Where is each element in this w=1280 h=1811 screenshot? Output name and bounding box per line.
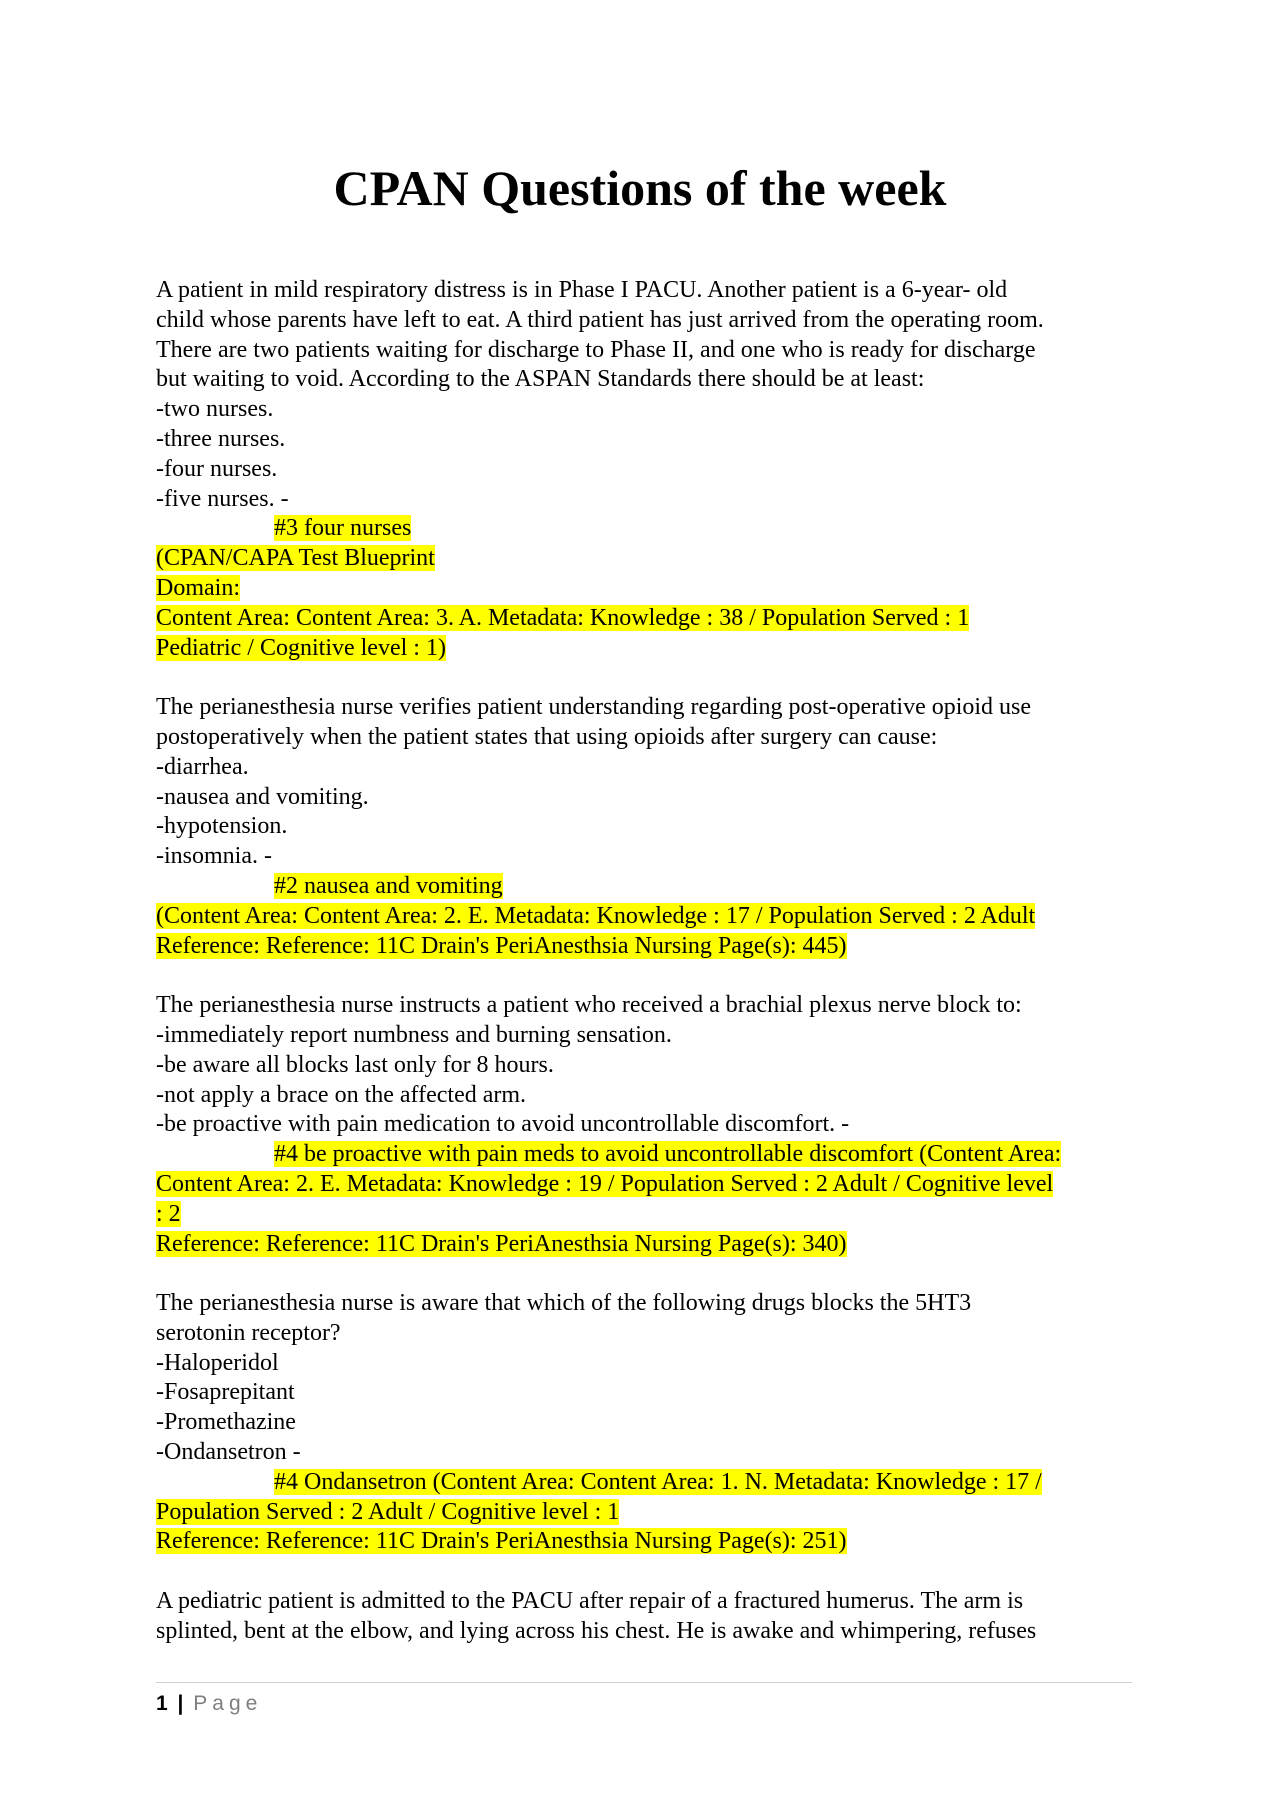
question-line: -not apply a brace on the affected arm. [156, 1081, 527, 1108]
answer-key: #4 Ondansetron (Content Area: Content Area: 1. N. Metadata: Knowledge : 17 / [274, 1468, 1042, 1495]
page-footer [156, 1690, 262, 1718]
answer-line [156, 1498, 1136, 1528]
answer-line [156, 1230, 1136, 1260]
answer-line [156, 634, 1136, 664]
question-line: -Haloperidol [156, 1349, 279, 1376]
question-text: A patient in mild respiratory distress is in Phase I PACU. Another patient is a 6-year- old [156, 277, 1008, 303]
question-line: child whose parents have left to eat. A third patient has just arrived from the operating room. [156, 306, 1044, 333]
answer-metadata: Reference: Reference: 11C Drain's PeriAnesthsia Nursing Page(s): 340) [156, 1230, 847, 1257]
answer-metadata: Content Area: Content Area: 3. A. Metadata: Knowledge : 38 / Population Served : 1 [156, 604, 970, 631]
question-line: -five nurses. - [156, 485, 289, 512]
question-block [156, 693, 1136, 961]
question-line: -Fosaprepitant [156, 1379, 295, 1406]
answer-line [156, 514, 1136, 544]
answer-line [156, 902, 1136, 932]
question-line: -insomnia. - [156, 843, 272, 870]
answer-line [156, 574, 1136, 604]
answer-key: #2 nausea and vomiting [274, 872, 503, 899]
question-line: -nausea and vomiting. [156, 783, 369, 810]
question-line: -immediately report numbness and burning sensation. [156, 1021, 672, 1048]
question-line: -two nurses. [156, 396, 274, 423]
page-number: 1 [156, 1692, 168, 1715]
question-line: There are two patients waiting for discharge to Phase II, and one who is ready for discharge [156, 336, 1036, 363]
question-line: -four nurses. [156, 455, 278, 482]
question-line: -hypotension. [156, 813, 288, 840]
answer-metadata: Population Served : 2 Adult / Cognitive level : 1 [156, 1498, 620, 1525]
question-line: splinted, bent at the elbow, and lying across his chest. He is awake and whimpering, refuses [156, 1617, 1037, 1644]
question-block [156, 1289, 1136, 1557]
answer-metadata: Reference: Reference: 11C Drain's PeriAnesthsia Nursing Page(s): 251) [156, 1528, 847, 1555]
question-line: serotonin receptor? [156, 1319, 341, 1346]
answer-line [156, 544, 1136, 574]
page-label: Page [193, 1692, 263, 1715]
answer-metadata: Content Area: 2. E. Metadata: Knowledge : 19 / Population Served : 2 Adult / Cognitive level [156, 1170, 1054, 1197]
page-title: CPAN Questions of the week [333, 160, 947, 216]
question-line: -diarrhea. [156, 753, 249, 780]
question-line: postoperatively when the patient states that using opioids after surgery can cause: [156, 723, 938, 750]
answer-line [156, 1140, 1136, 1170]
answer-line [156, 872, 1136, 902]
answer-line [156, 604, 1136, 634]
question-line: but waiting to void. According to the ASPAN Standards there should be at least: [156, 366, 925, 393]
question-text: The perianesthesia nurse is aware that which of the following drugs blocks the 5HT3 [156, 1290, 972, 1317]
question-text: The perianesthesia nurse verifies patient understanding regarding post-operative opioid use [156, 694, 1032, 721]
question-line: -be aware all blocks last only for 8 hours. [156, 1051, 554, 1078]
answer-line [156, 932, 1136, 962]
question-line: -three nurses. [156, 425, 286, 452]
answer-line [156, 1527, 1136, 1557]
answer-metadata: (Content Area: Content Area: 2. E. Metadata: Knowledge : 17 / Population Served : 2 Adult [156, 902, 1036, 929]
answer-metadata: Domain: [156, 574, 240, 601]
answer-metadata: : 2 [156, 1200, 181, 1227]
answer-metadata: Reference: Reference: 11C Drain's PeriAnesthsia Nursing Page(s): 445) [156, 932, 847, 959]
document-body [156, 276, 1136, 1676]
question-block [156, 1587, 1136, 1647]
question-line: -be proactive with pain medication to avoid uncontrollable discomfort. - [156, 1111, 850, 1138]
question-block [156, 991, 1136, 1259]
answer-line [156, 1468, 1136, 1498]
answer-key: #4 be proactive with pain meds to avoid uncontrollable discomfort (Content Area: [274, 1141, 1062, 1168]
answer-metadata: Pediatric / Cognitive level : 1) [156, 634, 446, 661]
footer-divider [156, 1682, 1132, 1683]
answer-key: #3 four nurses [274, 515, 412, 542]
answer-line [156, 1170, 1136, 1200]
answer-metadata: (CPAN/CAPA Test Blueprint [156, 545, 435, 572]
question-line: -Ondansetron - [156, 1439, 301, 1466]
question-line: -Promethazine [156, 1409, 296, 1436]
question-text: A pediatric patient is admitted to the PACU after repair of a fractured humerus. The arm is [156, 1588, 1024, 1615]
answer-line [156, 1200, 1136, 1230]
footer-separator: | [177, 1692, 184, 1715]
question-text: The perianesthesia nurse instructs a patient who received a brachial plexus nerve block to: [156, 992, 1022, 1019]
question-block [156, 276, 1136, 663]
